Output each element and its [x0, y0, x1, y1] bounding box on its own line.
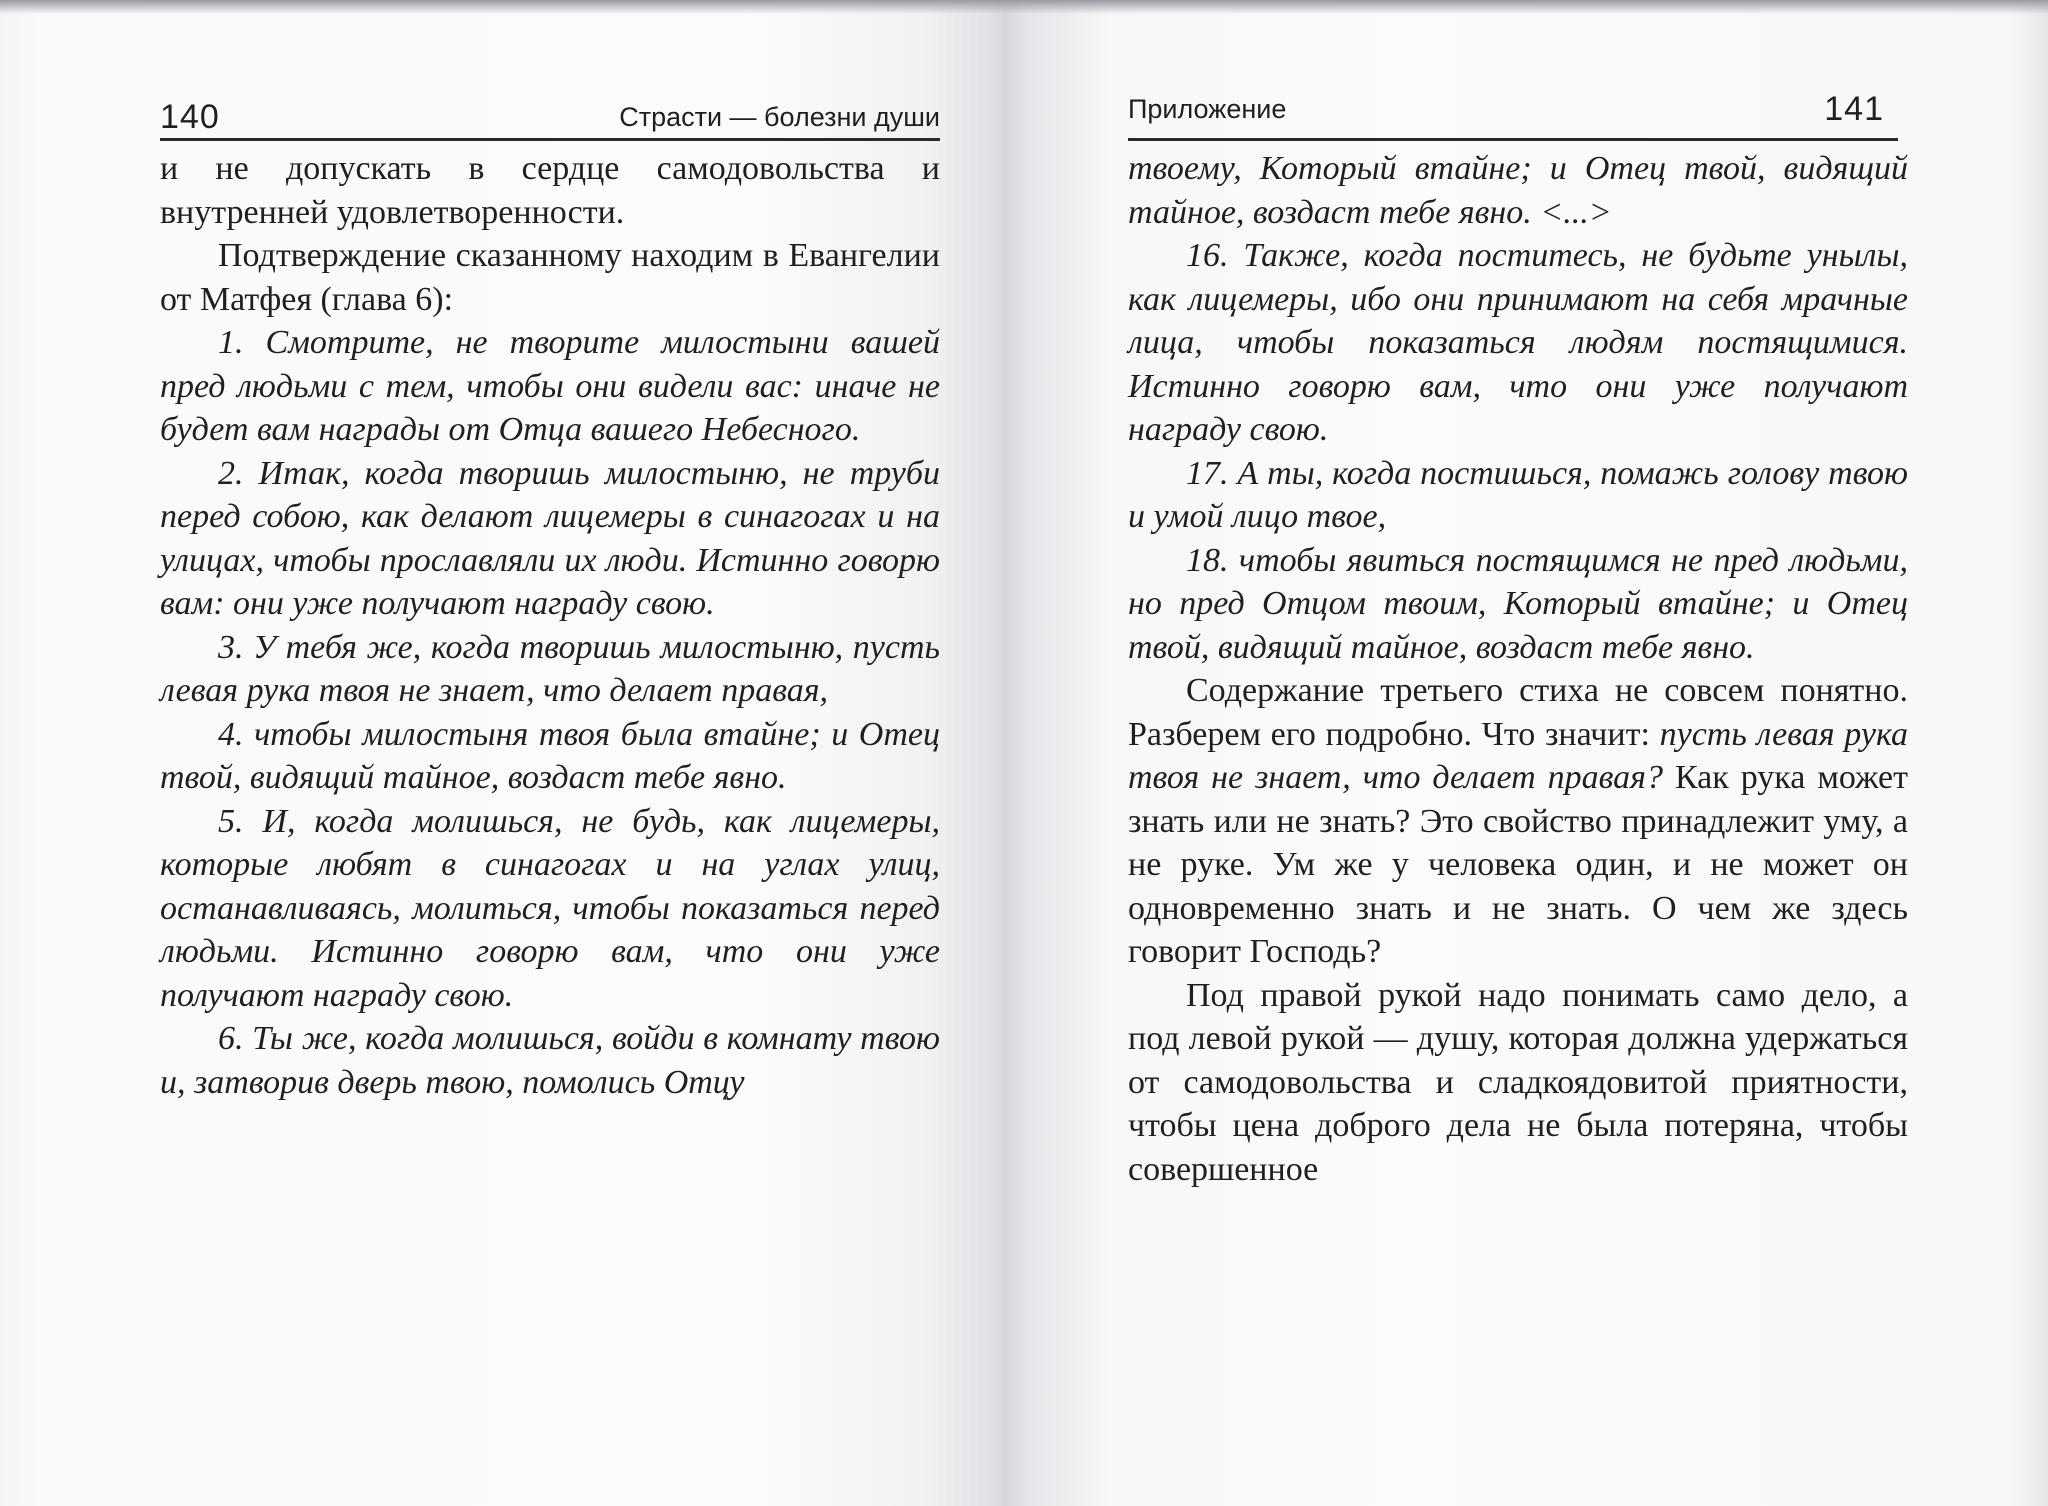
verse-5: 5. И, когда молишься, не будь, как лицемеры, которые любят в синагогах и на углах улиц, останавливаясь, молиться, чтобы показаться перед людьми. Истинно говорю вам, что они уже получают награду свою. — [160, 802, 940, 1014]
left-running-head — [160, 90, 940, 141]
verse-16: 16. Также, когда поститесь, не будьте унылы, как лицемеры, ибо они принимают на себя мрачные лица, чтобы показаться людям постящимися. Истинно говорю вам, что они уже получают награду свою. — [1128, 237, 1908, 448]
commentary-text: Содержание третьего стиха не совсем понятно. Разберем его подробно. Что значит: — [1128, 672, 1908, 753]
commentary-text: Как рука может знать или не знать? Это свойство принадлежит уму, а не руке. Ум же у человека один, и не может он одновременно знать и не знать. О чем же здесь говорит Господь? — [1128, 759, 1908, 970]
commentary-paragraph: Под правой рукой надо понимать само дело, а под левой рукой — душу, которая должна удержаться от самодовольства и сладкоядовитой приятности, чтобы цена доброго дела не была потеряна, чтобы совершенное — [1128, 976, 1908, 1188]
left-body-text — [160, 147, 940, 1104]
commentary-paragraph — [1128, 669, 1908, 974]
verse-6-continued: твоему, Который втайне; и Отец твой, видящий тайное, воздаст тебе явно. <...> — [1128, 150, 1908, 231]
verse-18: 18. чтобы явиться постящимся не пред людьми, но пред Отцом твоим, Который втайне; и Отец твой, видящий тайное, воздаст тебе явно. — [1128, 541, 1908, 666]
right-running-head — [1128, 90, 1898, 141]
page-edge-shadow — [0, 0, 2048, 14]
right-running-title: Приложение — [1128, 94, 1287, 124]
left-page — [160, 90, 940, 1104]
verse-4: 4. чтобы милостыня твоя была втайне; и Отец твой, видящий тайное, воздаст тебе явно. — [160, 715, 940, 796]
verse-1: 1. Смотрите, не творите милостыни вашей пред людьми с тем, чтобы они видели вас: иначе не будет вам награды от Отца вашего Небесного. — [160, 324, 940, 448]
left-page-number: 140 — [160, 98, 220, 136]
right-body-text — [1128, 147, 1908, 1191]
right-page-number: 141 — [1824, 90, 1884, 128]
paragraph: и не допускать в сердце самодовольства и внутренней удовлетворенности. — [160, 150, 940, 231]
verse-3: 3. У тебя же, когда творишь милостыню, пусть левая рука твоя не знает, что делает правая, — [160, 628, 940, 709]
verse-6: 6. Ты же, когда молишься, войди в комнату твою и, затворив дверь твою, помолись Отцу — [160, 1020, 940, 1101]
right-page — [1128, 90, 1908, 1191]
quoted-verse: пусть левая рука твоя не знает, что делает правая? — [1128, 715, 1908, 796]
verse-2: 2. Итак, когда творишь милостыню, не труби перед собою, как делают лицемеры в синагогах и на улицах, чтобы прославляли их люди. Истинно говорю вам: они уже получают награду свою. — [160, 454, 940, 622]
paragraph: Подтверждение сказанному находим в Евангелии от Матфея (глава 6): — [160, 237, 940, 318]
verse-17: 17. А ты, когда постишься, помажь голову твою и умой лицо твое, — [1128, 454, 1908, 535]
left-running-title: Страсти — болезни души — [619, 102, 940, 132]
